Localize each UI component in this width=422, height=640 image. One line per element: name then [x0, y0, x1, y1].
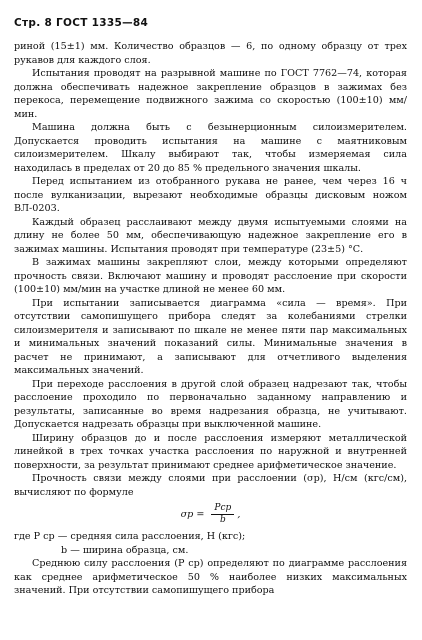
paragraph: Среднюю силу расслоения (P ср) определяют по диаграмме расслоения как среднее арифметическое 50 % наиболее низких максимальных значений. При отсутствии самопишущего прибора: [14, 558, 407, 596]
paragraph: Каждый образец расслаивают между двумя испытуемыми слоями на длину не более 50 мм, обеспечивающую надежное закрепление его в зажимах машины. Испытания проводят при температуре (23±5) °С.: [14, 216, 407, 255]
formula: [14, 503, 407, 526]
formula-denominator: b: [219, 515, 226, 525]
body-text: [14, 40, 407, 598]
formula-tail: ,: [237, 509, 241, 520]
paragraph: Испытания проводят на разрывной машине по ГОСТ 7762—74, которая должна обеспечивать надежное закрепление образцов в зажимах без перекоса, перемещение подвижного зажима со скоростью (100±10) мм/мин.: [14, 68, 407, 120]
paragraph: Машина должна быть с безынерционным силоизмерителем. Допускается проводить испытания на машине с маятниковым силоизмерителем. Шкалу выбирают так, чтобы измеряемая сила находилась в пределах от 20 до 85 % предельного значения шкалы.: [14, 122, 407, 174]
paragraph: В зажимах машины закрепляют слои, между которыми определяют прочность связи. Включают машину и проводят расслоение при скорости (100±10) мм/мин на участке длиной не менее 60 мм.: [14, 257, 407, 295]
formula-lhs: σр =: [180, 509, 205, 520]
paragraph: Ширину образцов до и после расслоения измеряют металлической линейкой в трех точках участка расслоения по наружной и внутренней поверхности, за результат принимают среднее арифметическое значение.: [14, 432, 407, 471]
formula-numerator: Pср: [211, 503, 234, 515]
formula-fraction: [211, 503, 234, 526]
formula-legend: [14, 530, 407, 557]
paragraph: риной (15±1) мм. Количество образцов — 6, по одному образцу от трех рукавов для каждого слоя.: [14, 41, 407, 66]
page-header: Стр. 8 ГОСТ 1335—84: [14, 17, 149, 29]
paragraph: При испытании записывается диаграмма «сила — время». При отсутствии самопишущего прибора следят за колебаниями стрелки силоизмерителя и записывают по шкале не менее пяти пар максимальных и минимальных значений показаний силы. Минимальные значения в расчет не принимают, а записывают для отчетливого выделения максимальных значений.: [14, 297, 407, 376]
paragraph: Перед испытанием из отобранного рукава не ранее, чем через 16 ч после вулканизации, вырезают необходимые образцы дисковым ножом ВЛ-0203.: [14, 176, 407, 214]
paragraph: Прочность связи между слоями при расслоении (σр), Н/см (кгс/см), вычисляют по формуле: [14, 473, 407, 498]
legend-line: b — ширина образца, см.: [61, 544, 189, 556]
paragraph: При переходе расслоения в другой слой образец надрезают так, чтобы расслоение проходило по первоначально заданному направлению и результаты, записанные во время надрезания образца, не учитывают. Допускается надрезать образцы при выключенной машине.: [14, 378, 407, 430]
legend-line: где P ср — средняя сила расслоения, Н (кгс);: [14, 531, 246, 542]
